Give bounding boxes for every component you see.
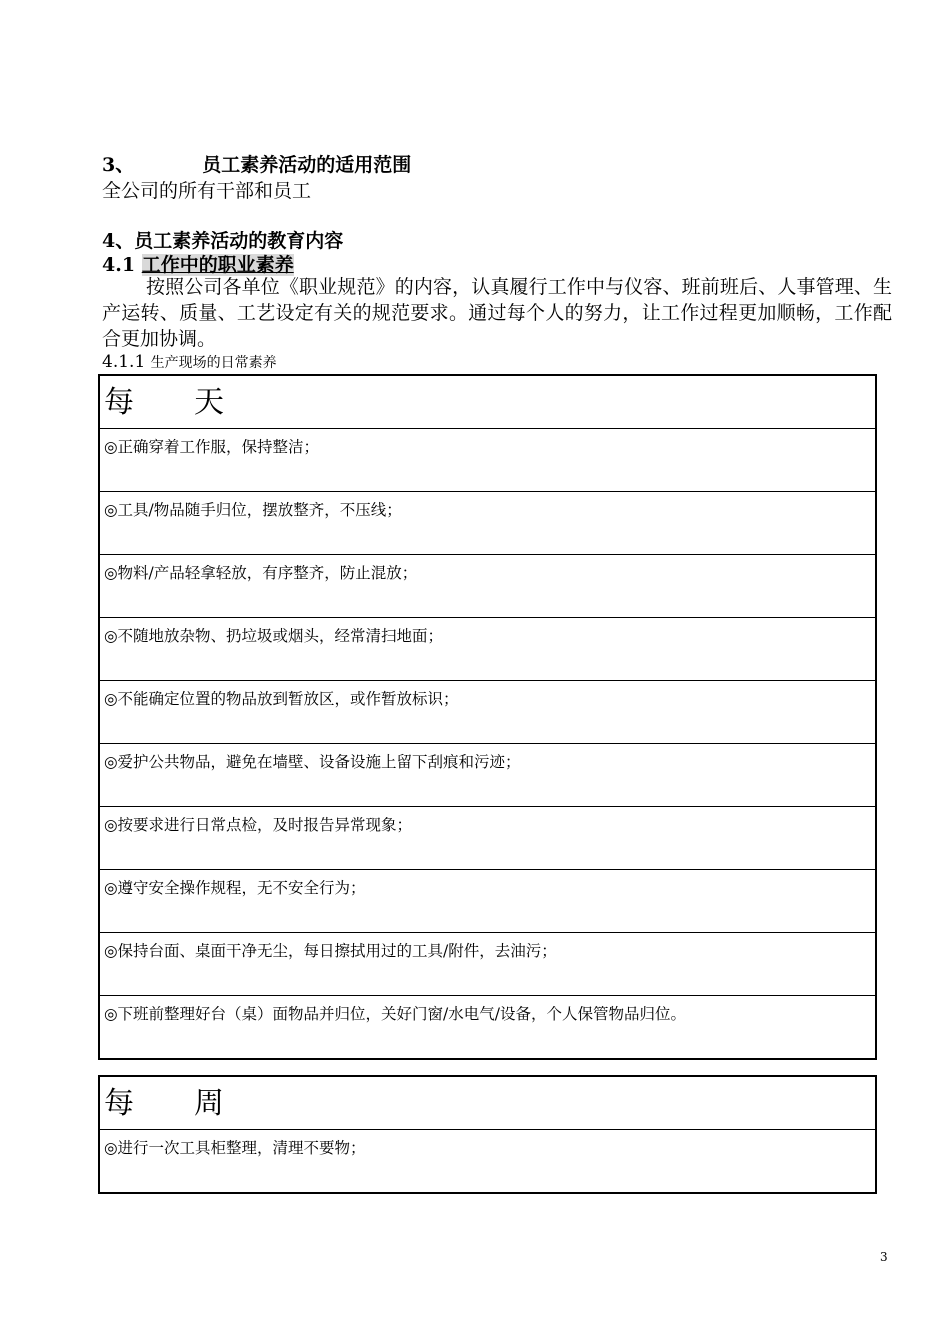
table-row [99, 618, 876, 681]
section-4-heading: 4、员工素养活动的教育内容 [102, 230, 344, 252]
daily-item: ◎遵守安全操作规程，无不安全行为； [99, 870, 876, 933]
daily-item: ◎物料/产品轻拿轻放，有序整齐，防止混放； [99, 555, 876, 618]
section-4-1-1-number: 4.1.1 [102, 352, 146, 372]
section-3-scope: 全公司的所有干部和员工 [102, 180, 312, 202]
section-3-number: 3、 [102, 154, 135, 176]
table-header-row [99, 1076, 876, 1130]
daily-item: ◎工具/物品随手归位，摆放整齐，不压线； [99, 492, 876, 555]
daily-item: ◎保持台面、桌面干净无尘，每日擦拭用过的工具/附件，去油污； [99, 933, 876, 996]
table-row [99, 933, 876, 996]
section-4-1-number: 4.1 [102, 254, 136, 276]
weekly-table [98, 1075, 877, 1194]
table-row [99, 996, 876, 1060]
section-3-heading [102, 150, 411, 177]
section-4-1-title: 工作中的职业素养 [141, 254, 294, 276]
table-row [99, 870, 876, 933]
table-header-row [99, 375, 876, 429]
daily-table [98, 374, 877, 1060]
section-4-1-heading [102, 250, 294, 277]
section-4-1-paragraph: 按照公司各单位《职业规范》的内容，认真履行工作中与仪容、班前班后、人事管理、生产运转、质量、工艺设定有关的规范要求。通过每个人的努力，让工作过程更加顺畅，工作配合更加协调。 [102, 276, 892, 350]
weekly-item: ◎进行一次工具柜整理，清理不要物； [99, 1130, 876, 1194]
section-4-1-1-heading [102, 352, 277, 372]
table-row [99, 492, 876, 555]
daily-item: ◎正确穿着工作服，保持整洁； [99, 429, 876, 492]
table-row [99, 807, 876, 870]
table-row [99, 1130, 876, 1194]
section-3-title: 员工素养活动的适用范围 [202, 154, 412, 176]
daily-header: 每 天 [99, 375, 876, 429]
weekly-header: 每 周 [99, 1076, 876, 1130]
daily-item: ◎不能确定位置的物品放到暂放区，或作暂放标识； [99, 681, 876, 744]
daily-item: ◎爱护公共物品，避免在墙壁、设备设施上留下刮痕和污迹； [99, 744, 876, 807]
table-row [99, 681, 876, 744]
daily-item: ◎下班前整理好台（桌）面物品并归位，关好门窗/水电气/设备，个人保管物品归位。 [99, 996, 876, 1060]
page-number: 3 [880, 1250, 888, 1264]
daily-item: ◎按要求进行日常点检，及时报告异常现象； [99, 807, 876, 870]
table-row [99, 744, 876, 807]
section-4-1-1-title: 生产现场的日常素养 [150, 355, 277, 371]
daily-item: ◎不随地放杂物、扔垃圾或烟头，经常清扫地面； [99, 618, 876, 681]
table-row [99, 429, 876, 492]
table-row [99, 555, 876, 618]
